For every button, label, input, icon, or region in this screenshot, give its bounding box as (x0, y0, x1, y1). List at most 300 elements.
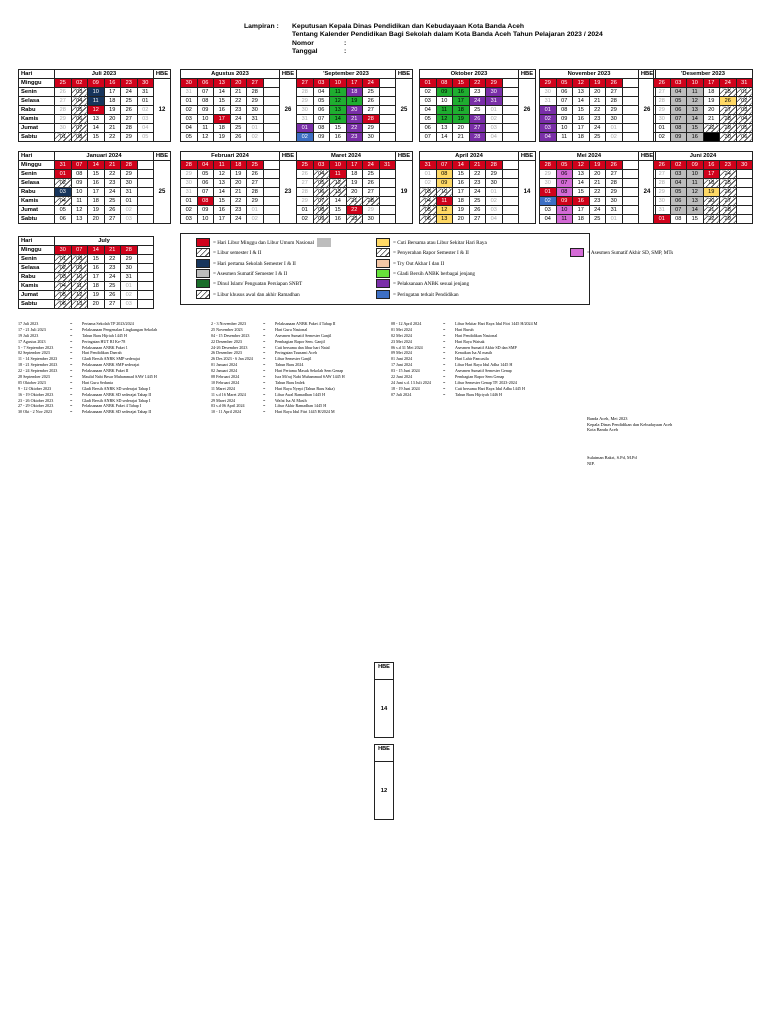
day-label: Senin (19, 170, 55, 179)
legend-label: = Dinul Islam/ Penguatan Persiapan SNBT (213, 280, 303, 287)
date-cell: 02 (606, 133, 623, 142)
date-cell: 23 (346, 215, 363, 224)
week-row (19, 215, 171, 224)
event-desc: Peringatan HUT RI Ke-78 (82, 338, 126, 344)
date-cell: 14 (214, 188, 231, 197)
day-label: Jumat (19, 291, 55, 300)
date-cell: 31 (606, 206, 623, 215)
month-name: Februari 2024 (181, 152, 280, 161)
date-cell (622, 97, 639, 106)
date-cell: 05 (670, 188, 687, 197)
date-cell: 29 (540, 79, 557, 88)
date-cell: 11 (436, 106, 453, 115)
month-grid (18, 151, 171, 224)
date-cell: 05 (71, 106, 88, 115)
day-label: Minggu (19, 161, 55, 170)
legend-label: = Peringatan terkait Pendidikan (393, 291, 459, 298)
day-label: Sabtu (19, 133, 55, 142)
date-cell (622, 161, 639, 170)
hbe-header: HBE (154, 70, 171, 79)
month-calendar (539, 151, 656, 224)
date-cell: 01 (486, 106, 503, 115)
date-cell: 16 (330, 133, 347, 142)
date-cell: 30 (363, 133, 380, 142)
date-cell: 05 (55, 206, 72, 215)
event-equals: = (443, 374, 446, 380)
date-cell: 30 (121, 179, 138, 188)
date-cell: 27 (121, 115, 138, 124)
attachment-label-block (244, 23, 279, 31)
hbe-value: 12 (154, 79, 171, 142)
date-cell: 31 (379, 161, 396, 170)
date-cell: 27 (104, 300, 121, 309)
day-label-header: Hari (19, 152, 55, 161)
hbe-header: HBE (396, 152, 413, 161)
date-cell: 12 (436, 206, 453, 215)
date-cell: 26 (469, 206, 486, 215)
date-cell: 11 (556, 133, 573, 142)
day-label: Selasa (19, 179, 55, 188)
date-cell: 29 (486, 170, 503, 179)
date-cell: 30 (486, 88, 503, 97)
date-cell: 11 (330, 88, 347, 97)
month-grid (653, 69, 753, 142)
date-cell: 01 (247, 124, 264, 133)
week-row (420, 206, 536, 215)
extra-hbe-box-1 (374, 662, 394, 738)
date-cell: 11 (556, 215, 573, 224)
date-cell: 29 (297, 97, 314, 106)
event-date: 17 Juli 2023 (18, 321, 39, 326)
date-cell: 04 (486, 133, 503, 142)
date-cell: 12 (88, 106, 105, 115)
month-calendar (18, 236, 154, 309)
event-equals: = (263, 321, 266, 326)
date-cell: 26 (363, 97, 380, 106)
date-cell: 08 (436, 79, 453, 88)
week-row (181, 97, 297, 106)
date-cell: 23 (720, 161, 737, 170)
event-date: 29 Maret 2024 (211, 397, 236, 403)
event-desc: Pembagian Rapor Sem Genap (455, 374, 505, 380)
event-equals: = (443, 332, 446, 338)
date-cell (622, 133, 639, 142)
signature-block (587, 416, 672, 466)
date-cell: 16 (453, 179, 470, 188)
date-cell: 27 (720, 106, 737, 115)
date-cell: 30 (297, 106, 314, 115)
date-cell: 06 (55, 215, 72, 224)
week-row (420, 124, 536, 133)
date-cell: 18 (573, 215, 590, 224)
date-cell: 30 (181, 79, 198, 88)
date-cell: 22 (230, 197, 247, 206)
date-cell: 16 (703, 161, 720, 170)
day-label: Kamis (19, 197, 55, 206)
date-cell (622, 124, 639, 133)
week-row (181, 115, 297, 124)
date-cell (263, 133, 280, 142)
day-label: Kamis (19, 282, 55, 291)
week-row (181, 106, 297, 115)
date-cell (379, 133, 396, 142)
event-desc: Pelaksanaan ANBK Paket 4 Tahap I (82, 403, 142, 409)
date-cell: 23 (230, 106, 247, 115)
date-cell: 14 (573, 179, 590, 188)
hbe-header: HBE (396, 70, 413, 79)
week-row (654, 124, 753, 133)
date-cell: 29 (121, 133, 138, 142)
date-cell: 31 (654, 206, 671, 215)
event-date: 28 September 2023 (18, 374, 50, 380)
week-row (181, 206, 297, 215)
date-cell: 02 (137, 106, 154, 115)
date-cell: 09 (670, 133, 687, 142)
date-cell: 02 (247, 215, 264, 224)
event-date: 01 Januari 2024 (211, 362, 238, 368)
attachment-text-block (292, 23, 603, 57)
week-row (297, 161, 413, 170)
date-cell: 22 (703, 215, 720, 224)
event-desc: Pelaksanaan ANBK SD sederajat Tahap II (82, 409, 152, 415)
week-row (19, 106, 171, 115)
date-cell: 20 (88, 215, 105, 224)
date-cell: 20 (703, 197, 720, 206)
date-cell: 21 (230, 88, 247, 97)
date-cell: 20 (589, 88, 606, 97)
date-cell: 21 (104, 246, 121, 255)
date-cell (736, 197, 753, 206)
date-cell: 17 (214, 115, 231, 124)
date-cell: 29 (720, 215, 737, 224)
date-cell: 14 (573, 97, 590, 106)
date-cell: 16 (573, 115, 590, 124)
date-cell: 10 (436, 188, 453, 197)
date-cell: 07 (420, 133, 437, 142)
hbe-value: 26 (519, 79, 536, 142)
week-row (297, 106, 413, 115)
date-cell: 04 (313, 170, 330, 179)
date-cell: 14 (88, 161, 105, 170)
date-cell: 12 (573, 79, 590, 88)
date-cell: 20 (230, 79, 247, 88)
date-cell: 07 (556, 179, 573, 188)
date-cell: 06 (71, 115, 88, 124)
date-cell (502, 206, 519, 215)
date-cell (622, 215, 639, 224)
week-row (540, 215, 656, 224)
date-cell: 19 (346, 97, 363, 106)
date-cell: 25 (589, 215, 606, 224)
date-cell: 14 (330, 197, 347, 206)
date-cell: 15 (687, 124, 704, 133)
date-cell: 11 (687, 88, 704, 97)
date-cell (263, 197, 280, 206)
event-desc: Peringatan Tsunami Aceh (275, 350, 317, 356)
date-cell: 03 (486, 206, 503, 215)
date-cell: 09 (687, 161, 704, 170)
month-name: July (55, 237, 154, 246)
event-equals: = (263, 409, 266, 415)
date-cell: 07 (71, 246, 88, 255)
date-cell: 22 (104, 255, 121, 264)
event-date: 22 - 24 September 2023 (18, 368, 58, 374)
date-cell: 29 (121, 255, 138, 264)
week-row (297, 215, 413, 224)
date-cell: 11 (88, 97, 105, 106)
event-desc: Hari Lahir Pancasila (455, 356, 489, 362)
date-cell (502, 115, 519, 124)
week-row (420, 215, 536, 224)
hbe-header: HBE (639, 152, 656, 161)
week-row (654, 106, 753, 115)
week-row (297, 88, 413, 97)
date-cell: 16 (214, 206, 231, 215)
date-cell (736, 170, 753, 179)
week-row (540, 97, 656, 106)
date-cell: 10 (330, 161, 347, 170)
date-cell: 07 (670, 115, 687, 124)
date-cell: 13 (330, 106, 347, 115)
event-equals: = (443, 379, 446, 385)
date-cell: 28 (720, 115, 737, 124)
month-name: Juli 2023 (55, 70, 154, 79)
event-equals: = (70, 332, 73, 338)
event-equals: = (70, 385, 73, 391)
event-equals: = (443, 362, 446, 368)
event-equals: = (263, 362, 266, 368)
date-cell: 29 (486, 79, 503, 88)
event-desc: Gladi Bersih ANBK SMP sederajat (82, 356, 140, 362)
date-cell: 01 (606, 124, 623, 133)
date-cell: 29 (247, 97, 264, 106)
event-desc: Tahun Baru Imlek (275, 379, 305, 385)
date-cell (622, 106, 639, 115)
date-cell: 28 (486, 161, 503, 170)
legend-item (376, 279, 469, 288)
week-row (540, 188, 656, 197)
date-cell: 30 (486, 179, 503, 188)
date-cell: 24 (469, 97, 486, 106)
event-equals: = (70, 403, 73, 409)
date-cell: 28 (606, 179, 623, 188)
month-grid (653, 151, 753, 224)
date-cell: 12 (573, 161, 590, 170)
event-equals: = (263, 326, 266, 332)
date-cell (379, 215, 396, 224)
date-cell: 17 (346, 79, 363, 88)
event-equals: = (263, 397, 266, 403)
extra-hbe-label: HBE (374, 662, 394, 680)
date-cell: 16 (88, 179, 105, 188)
week-row (654, 88, 753, 97)
date-cell: 22 (104, 170, 121, 179)
date-cell: 30 (55, 246, 72, 255)
date-cell: 19 (104, 106, 121, 115)
signature-line: Kota Banda Aceh (587, 427, 618, 433)
event-desc: Libur Awal Ramadhan 1445 H (275, 391, 326, 397)
date-cell: 02 (181, 106, 198, 115)
event-date: 04 - 15 Desember 2023 (211, 332, 250, 338)
date-cell (379, 170, 396, 179)
date-cell: 25 (104, 197, 121, 206)
date-cell: 08 (313, 206, 330, 215)
date-cell: 21 (703, 115, 720, 124)
date-cell: 24 (230, 115, 247, 124)
date-cell: 03 (181, 115, 198, 124)
month-calendar (539, 69, 656, 142)
date-cell: 04 (420, 106, 437, 115)
month-name: 'Desember 2023 (654, 70, 753, 79)
date-cell: 01 (121, 197, 138, 206)
date-cell: 24 (104, 273, 121, 282)
week-row (19, 291, 154, 300)
event-equals: = (70, 350, 73, 356)
date-cell: 04 (197, 161, 214, 170)
date-cell: 28 (181, 161, 198, 170)
date-cell: 28 (297, 188, 314, 197)
date-cell (622, 206, 639, 215)
date-cell: 28 (654, 179, 671, 188)
week-row (19, 161, 171, 170)
date-cell (502, 133, 519, 142)
date-cell: 13 (214, 79, 231, 88)
date-cell: 31 (181, 88, 198, 97)
date-cell: 07 (670, 206, 687, 215)
date-cell: 12 (330, 97, 347, 106)
date-cell (137, 273, 154, 282)
event-row (211, 409, 345, 415)
date-cell: 18 (453, 106, 470, 115)
date-cell: 21 (346, 115, 363, 124)
legend-label: = Libur semester I & II (213, 249, 262, 256)
date-cell (379, 88, 396, 97)
week-row (181, 188, 297, 197)
event-equals: = (263, 391, 266, 397)
date-cell: 03 (420, 188, 437, 197)
event-desc: Hari Pendidikan Nasional (455, 332, 498, 338)
date-cell: 31 (55, 161, 72, 170)
date-cell: 02 (420, 88, 437, 97)
date-cell: 04 (181, 124, 198, 133)
date-cell: 25 (720, 88, 737, 97)
date-cell (502, 170, 519, 179)
extra-hbe-box-2 (374, 744, 394, 820)
date-cell: 23 (346, 133, 363, 142)
date-cell: 15 (573, 188, 590, 197)
date-cell: 21 (346, 197, 363, 206)
date-cell: 12 (436, 115, 453, 124)
date-cell: 13 (214, 179, 231, 188)
extra-hbe-value: 12 (374, 762, 394, 820)
event-desc: Hari Raya Idul Fitri 1445 H/2024 M (275, 409, 335, 415)
event-date: 19 Juli 2023 (18, 332, 39, 338)
legend-item (376, 290, 459, 299)
date-cell (137, 170, 154, 179)
date-cell: 08 (71, 170, 88, 179)
event-desc: Pelaksanaan ANBK Paket 4 Tahap II (275, 321, 336, 326)
tanggal-label: Tanggal (292, 48, 318, 56)
date-cell: 13 (330, 188, 347, 197)
date-cell: 16 (88, 264, 105, 273)
date-cell: 30 (137, 79, 154, 88)
week-row (420, 115, 536, 124)
date-cell: 10 (197, 215, 214, 224)
week-row (181, 133, 297, 142)
date-cell (137, 215, 154, 224)
week-row (654, 115, 753, 124)
date-cell: 18 (346, 88, 363, 97)
date-cell: 29 (540, 170, 557, 179)
date-cell (736, 215, 753, 224)
date-cell: 27 (654, 170, 671, 179)
date-cell: 03 (55, 273, 72, 282)
week-row (420, 179, 536, 188)
date-cell: 13 (71, 300, 88, 309)
date-cell: 08 (71, 255, 88, 264)
date-cell: 22 (589, 188, 606, 197)
event-date: 02 Januari 2024 (211, 368, 238, 374)
date-cell: 28 (121, 161, 138, 170)
date-cell: 18 (453, 197, 470, 206)
month-grid (419, 151, 536, 224)
date-cell: 30 (720, 133, 737, 142)
date-cell: 21 (469, 161, 486, 170)
day-label: Senin (19, 88, 55, 97)
date-cell: 03 (313, 161, 330, 170)
date-cell: 01 (654, 124, 671, 133)
event-date: 08 Februari 2024 (211, 374, 240, 380)
date-cell: 31 (247, 115, 264, 124)
event-equals: = (263, 379, 266, 385)
date-cell: 04 (55, 282, 72, 291)
legend-label: = Try Out Akhar I dan II (393, 260, 445, 267)
date-cell: 24 (720, 170, 737, 179)
date-cell: 29 (606, 188, 623, 197)
date-cell (622, 88, 639, 97)
date-cell: 29 (363, 124, 380, 133)
date-cell: 17 (88, 273, 105, 282)
date-cell: 03 (670, 170, 687, 179)
date-cell: 24 (589, 206, 606, 215)
event-list-col1 (18, 321, 157, 415)
date-cell: 28 (121, 246, 138, 255)
week-row (19, 273, 154, 282)
date-cell: 22 (469, 79, 486, 88)
week-row (654, 179, 753, 188)
date-cell: 19 (589, 161, 606, 170)
event-equals: = (70, 368, 73, 374)
date-cell: 09 (313, 215, 330, 224)
event-equals: = (70, 326, 73, 332)
week-row (19, 197, 171, 206)
date-cell (137, 246, 154, 255)
day-label: Jumat (19, 124, 55, 133)
date-cell (379, 115, 396, 124)
event-desc: Libur Semester Genap TP. 2023-2024 (455, 379, 517, 385)
date-cell (137, 282, 154, 291)
legend-item (196, 259, 296, 268)
date-cell: 17 (453, 97, 470, 106)
date-cell: 28 (720, 206, 737, 215)
date-cell: 31 (121, 273, 138, 282)
date-cell: 18 (104, 97, 121, 106)
week-row (181, 161, 297, 170)
legend-label: = Hari pertama Sekolah Semester I & II (213, 260, 296, 267)
extra-hbe-label: HBE (374, 744, 394, 762)
date-cell: 23 (104, 179, 121, 188)
event-desc: Tahun Baru Hijriah 1445 H (82, 332, 127, 338)
